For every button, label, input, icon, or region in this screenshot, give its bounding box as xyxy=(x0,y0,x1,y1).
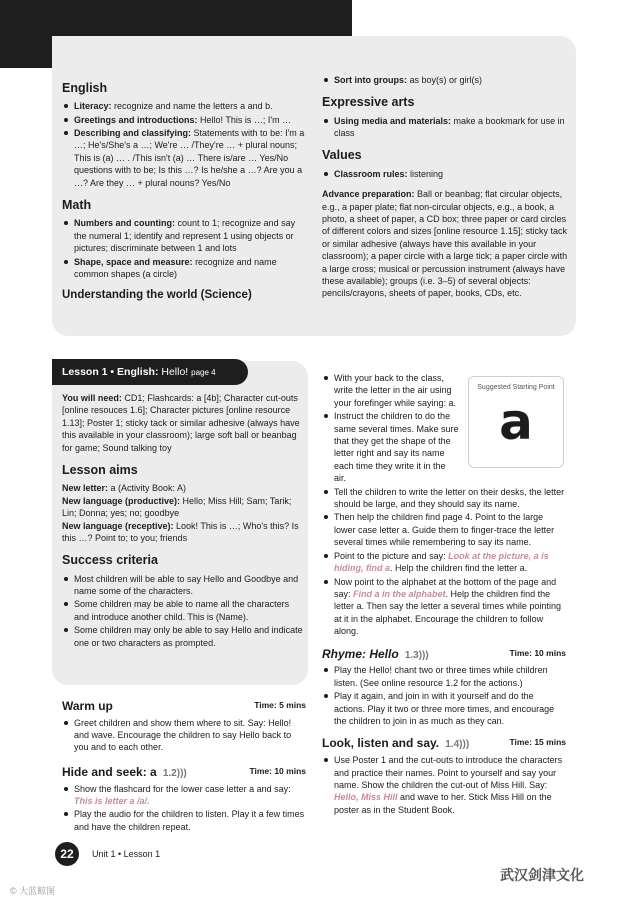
world-heading: Understanding the world (Science) xyxy=(62,289,252,302)
list-item: Now point to the alphabet at the bottom of the page and say: Find a in the alphabet. Help the children find the letter a. Then say the letter a several times while pointing at it in the alphabet. Encourage the children to follow along. xyxy=(322,576,566,638)
english-list xyxy=(62,100,308,189)
list-item: Literacy: recognize and name the letters a and b. xyxy=(62,100,308,112)
math-heading: Math xyxy=(62,198,92,213)
advance-preparation: Advance preparation: Ball or beanbag; flat circular objects, e.g., a paper plate; flat non-circular objects, e.g., a book, a photo, a sheet of paper, a CD box; three paper or card circles of different colors and sizes [online resource 1.15]; sticky tack or similar adhesive (always have this available in your classroom); a paper circle with a large tick; a paper circle with a large cross; musical or percussion instrument (always have these available); groups (i.e. 3–5) of several objects: pencils/crayons, sheets of paper, books, CDs, etc. xyxy=(322,189,568,299)
list-item: Greetings and introductions: Hello! This is …; I'm … xyxy=(62,114,308,126)
list-item: Sort into groups: as boy(s) or girl(s) xyxy=(322,74,568,86)
rhyme-heading: Rhyme: Hello xyxy=(322,646,399,661)
lesson-tab: Lesson 1 • English: Hello! page 4 xyxy=(52,359,248,385)
lesson-content xyxy=(62,392,306,650)
list-item: Play it again, and join in with it yourself and do the actions. Play it two or three more times, and encourage the children to join in as much as they can. xyxy=(322,690,566,727)
look-time: Time: 15 mins xyxy=(509,737,566,748)
math-list xyxy=(62,217,308,280)
list-item: Show the flashcard for the lower case letter a and say: This is letter a /a/. xyxy=(62,783,306,808)
sort-list xyxy=(322,74,568,86)
you-will-need: You will need: CD1; Flashcards: a [4b]; Character cut-outs [online resouces 1.6]; Character pictures [online resource 1.13]; Poster 1; sticky tack or similar adhesive (always have this available in your classroom); large soft ball or beanbag for game; Sound talking toy xyxy=(62,393,300,453)
page-number: 22 xyxy=(55,842,79,866)
aim-line: New letter: a (Activity Book: A) xyxy=(62,483,187,494)
look-list xyxy=(322,754,566,816)
list-item: Greet children and show them where to sit. Say: Hello! and wave. Encourage the children to say Hello back to you and to each other. xyxy=(62,717,306,754)
steps-list xyxy=(322,372,566,638)
values-list xyxy=(322,168,568,180)
watermark-left: © 大蓝鲸图 xyxy=(10,886,56,896)
warmup-heading: Warm up xyxy=(62,699,113,713)
hide-list xyxy=(62,783,306,834)
audio-track-icon: 1.4))) xyxy=(445,739,470,751)
list-item: Then help the children find page 4. Point to the large lower case letter a. Guide them to finger-trace the letter several times while remembering to say its name. xyxy=(322,511,566,548)
lesson-aims-heading: Lesson aims xyxy=(62,463,138,478)
list-item: Classroom rules: listening xyxy=(322,168,568,180)
list-item: Numbers and counting: count to 1; recognize and say the numeral 1; identify and represent 1 using objects or pictures; discriminate between 1 and lots xyxy=(62,217,308,254)
warmup-time: Time: 5 mins xyxy=(254,700,306,710)
list-item: Tell the children to write the letter on their desks, the letter should be large, and they should say its name. xyxy=(322,486,566,511)
letter-a-glyph: a xyxy=(499,392,533,451)
hide-time: Time: 10 mins xyxy=(249,765,306,776)
warmup-list xyxy=(62,717,306,754)
values-heading: Values xyxy=(322,148,362,163)
success-list xyxy=(62,573,306,649)
aims-right-column xyxy=(322,74,568,300)
right-column xyxy=(322,372,566,817)
list-item: Some children may only be able to say Hello and indicate one or two characters as prompted. xyxy=(62,624,306,649)
look-heading: Look, listen and say. xyxy=(322,736,440,751)
list-item: Describing and classifying: Statements with to be: I'm a …; He's/She's a …; We're … /They're … + plural nouns; This is (a) … . /This isn't (a) … There is/are … Yes/No questions with to be; Is this …? Is he/she a …? Are you a …? Are they … + plural nouns? Yes/No xyxy=(62,127,308,189)
aim-line: New language (receptive): Look! This is …; Who's this? Is this …? Point to; to you; friends xyxy=(62,520,299,543)
list-item: Use Poster 1 and the cut-outs to introduce the characters and practice their names. Point to yourself and say your name. Show the children the cut-out of Miss Hill. Say: Hello, Miss Hill and wave to her. Stick Miss Hill on the poster as in the Student Book. xyxy=(322,754,566,816)
list-item: Using media and materials: make a bookmark for use in class xyxy=(322,115,568,140)
list-item: Some children may be able to name all the characters and introduce another child. This is (Name). xyxy=(62,598,306,623)
rhyme-list xyxy=(322,664,566,727)
list-item: Play the Hello! chant two or three times while children listen. (See online resource 1.2 for the actions.) xyxy=(322,664,566,689)
footer-text: Unit 1 • Lesson 1 xyxy=(92,849,161,859)
ssp-label: Suggested Starting Point xyxy=(477,384,555,391)
success-heading: Success criteria xyxy=(62,553,158,568)
rhyme-header xyxy=(322,646,566,663)
aim-line: New language (productive): Hello; Miss Hill; Sam; Tarik; Lin; Donna; yes; no; goodbye xyxy=(62,495,292,519)
watermark-right: 武汉剑津文化 xyxy=(500,867,584,883)
audio-track-icon: 1.2))) xyxy=(162,767,187,779)
aims-left-column xyxy=(62,74,308,304)
list-item: Point to the picture and say: Look at the picture, a is hiding, find a. Help the children find the letter a. xyxy=(322,550,566,575)
list-item: Most children will be able to say Hello and Goodbye and name some of the characters. xyxy=(62,573,306,598)
rhyme-time: Time: 10 mins xyxy=(509,647,566,658)
english-heading: English xyxy=(62,81,108,95)
list-item: With your back to the class, write the letter in the air using your forefinger while saying: a. xyxy=(322,372,460,409)
hide-header xyxy=(62,764,306,781)
arts-list xyxy=(322,115,568,140)
list-item: Instruct the children to do the same several times. Make sure that they get the shape of the letter right and say its name each time they write it in the air. xyxy=(322,410,460,484)
look-header xyxy=(322,735,566,752)
left-activities xyxy=(62,692,306,834)
hide-heading: Hide and seek: a xyxy=(62,764,157,779)
warmup-header xyxy=(62,698,306,715)
arts-heading: Expressive arts xyxy=(322,95,415,110)
audio-track-icon: 1.3))) xyxy=(404,649,429,661)
list-item: Play the audio for the children to listen. Play it a few times and have the children repeat. xyxy=(62,808,306,833)
list-item: Shape, space and measure: recognize and name common shapes (a circle) xyxy=(62,256,308,281)
